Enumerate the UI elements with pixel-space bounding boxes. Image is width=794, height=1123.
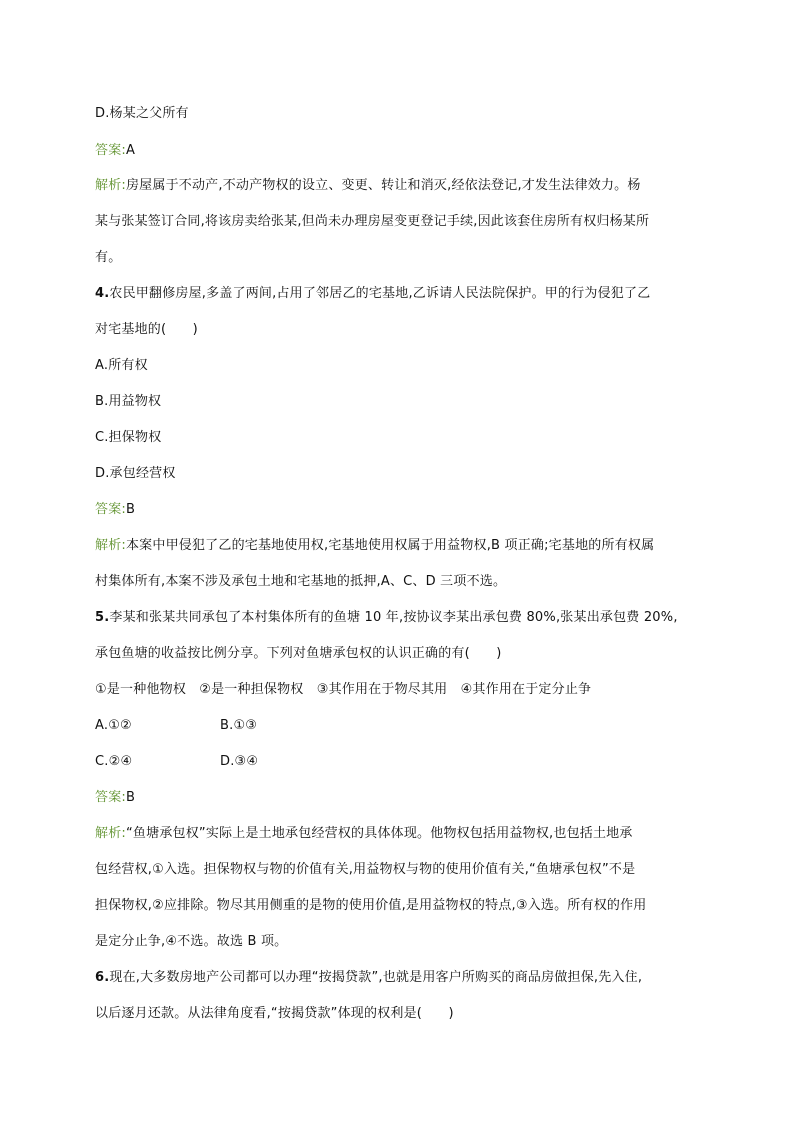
q5-analysis-line-4: 是定分止争,④不选。故选 B 项。 (95, 934, 288, 949)
q4-analysis-line-1 (95, 537, 654, 555)
q5-options-row-2 (95, 753, 395, 771)
q4-number: 4. (95, 286, 110, 301)
q4-stem-text-1: 农民甲翻修房屋,多盖了两间,占用了邻居乙的宅基地,乙诉请人民法院保护。甲的行为侵犯了乙 (109, 286, 651, 301)
q6-stem-line-2: 以后逐月还款。从法律角度看,“按揭贷款”体现的权利是( ) (95, 1006, 454, 1021)
q3-answer (95, 142, 135, 160)
q4-answer-value: B (125, 502, 136, 517)
q5-analysis-label: 解析: (95, 826, 126, 841)
q5-analysis-line-1 (95, 825, 633, 843)
q3-analysis-text-1: 房屋属于不动产,不动产物权的设立、变更、转让和消灭,经依法登记,才发生法律效力。杨 (125, 178, 641, 193)
q3-analysis-line-3: 有。 (95, 250, 122, 265)
q5-stem-text-1: 李某和张某共同承包了本村集体所有的鱼塘 10 年,按协议李某出承包费 80%,张某出承包费 20%, (109, 610, 678, 625)
q5-answer-label: 答案: (95, 790, 126, 805)
q3-answer-value: A (125, 143, 136, 158)
q4-stem-line-1 (95, 285, 650, 303)
q6-stem-line-1 (95, 969, 642, 987)
document-page (95, 0, 715, 1123)
q4-analysis-line-2: 村集体所有,本案不涉及承包土地和宅基地的抵押,A、C、D 三项不选。 (95, 574, 507, 589)
q3-analysis-label: 解析: (95, 178, 126, 193)
q6-number: 6. (95, 970, 110, 985)
q5-number: 5. (95, 610, 110, 625)
q5-answer-value: B (125, 790, 136, 805)
q5-options-row-1 (95, 717, 395, 735)
q3-answer-label: 答案: (95, 143, 126, 158)
q5-analysis-line-3: 担保物权,②应排除。物尽其用侧重的是物的使用价值,是用益物权的特点,③入选。所有权的作用 (95, 898, 647, 913)
q4-analysis-label: 解析: (95, 538, 126, 553)
q4-answer (95, 501, 135, 519)
q5-option-c: C.②④ (95, 754, 133, 769)
q5-stem-line-1 (95, 609, 678, 627)
q4-analysis-text-1: 本案中甲侵犯了乙的宅基地使用权,宅基地使用权属于用益物权,B 项正确;宅基地的所有权属 (125, 538, 655, 553)
q4-option-c: C.担保物权 (95, 430, 162, 445)
q5-answer (95, 789, 135, 807)
q4-option-a: A.所有权 (95, 358, 148, 373)
q4-option-b: B.用益物权 (95, 394, 162, 409)
q6-stem-text-1: 现在,大多数房地产公司都可以办理“按揭贷款”,也就是用客户所购买的商品房做担保,先入住, (109, 970, 643, 985)
q4-answer-label: 答案: (95, 502, 126, 517)
q4-option-d: D.承包经营权 (95, 466, 176, 481)
q3-analysis-line-1 (95, 177, 641, 195)
q5-analysis-text-1: “鱼塘承包权”实际上是土地承包经营权的具体体现。他物权包括用益物权,也包括土地承 (125, 826, 633, 841)
q5-option-d: D.③④ (220, 754, 259, 769)
q5-option-a: A.①② (95, 718, 132, 733)
q5-statements: ①是一种他物权 ②是一种担保物权 ③其作用在于物尽其用 ④其作用在于定分止争 (95, 682, 592, 697)
q5-analysis-line-2: 包经营权,①入选。担保物权与物的价值有关,用益物权与物的使用价值有关,“鱼塘承包权”不是 (95, 862, 636, 877)
q4-stem-line-2: 对宅基地的( ) (95, 322, 198, 337)
q3-option-d: D.杨某之父所有 (95, 106, 189, 121)
q3-analysis-line-2: 某与张某签订合同,将该房卖给张某,但尚未办理房屋变更登记手续,因此该套住房所有权归杨某所 (95, 214, 650, 229)
q5-option-b: B.①③ (220, 718, 258, 733)
q5-stem-line-2: 承包鱼塘的收益按比例分享。下列对鱼塘承包权的认识正确的有( ) (95, 646, 502, 661)
